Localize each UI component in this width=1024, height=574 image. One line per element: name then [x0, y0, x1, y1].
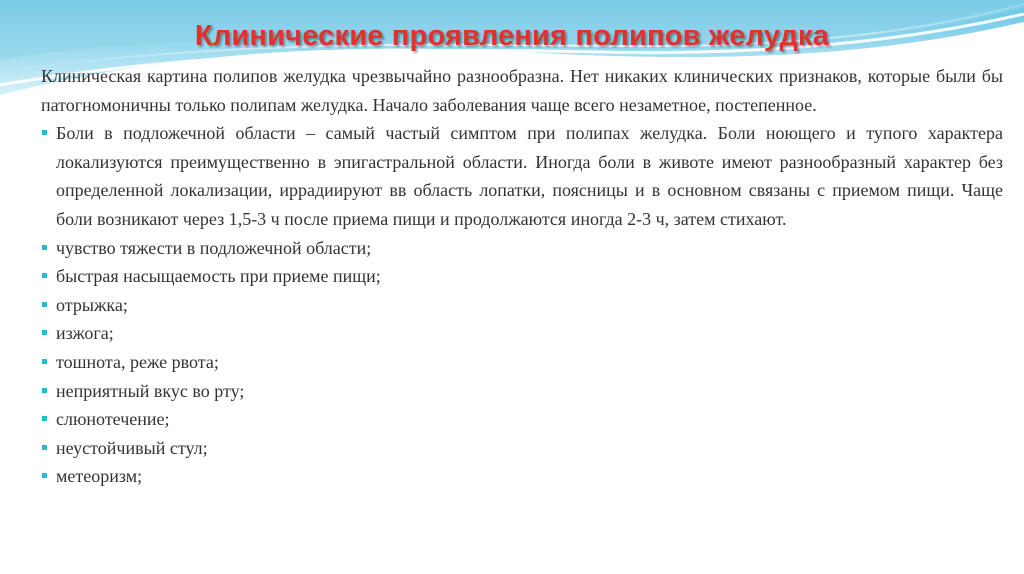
- list-item-pain: [41, 119, 1003, 233]
- symptom-text: тошнота, реже рвота;: [56, 351, 219, 372]
- symptom-text: быстрая насыщаемость при приеме пищи;: [56, 266, 381, 287]
- bullet-marker: [42, 445, 47, 450]
- list-item: [41, 291, 1003, 320]
- symptom-text: отрыжка;: [56, 294, 128, 315]
- symptom-list: [41, 119, 1003, 491]
- list-item: [41, 434, 1003, 463]
- list-item: [41, 405, 1003, 434]
- bullet-marker: [42, 302, 47, 307]
- symptom-text: слюнотечение;: [56, 409, 170, 430]
- bullet-marker: [42, 388, 47, 393]
- intro-paragraph: Клиническая картина полипов желудка чрезвычайно разнообразна. Нет никаких клинических признаков, которые были бы патогномоничны только полипам желудка. Начало заболевания чаще всего незаметное, постепенное.: [41, 66, 1003, 115]
- symptom-text: метеоризм;: [56, 466, 143, 487]
- list-item: [41, 462, 1003, 491]
- bullet-marker: [42, 273, 47, 278]
- symptom-text: неустойчивый стул;: [56, 437, 208, 458]
- pain-description: Боли в подложечной области – самый частый симптом при полипах желудка. Боли ноющего и тупого характера локализуются преимущественно в эпигастральной области. Иногда боли в животе имеют разнообразный характер без определенной локализации, иррадиируют вв область лопатки, поясницы и в основном связаны с приемом пищи. Чаще боли возникают через 1,5-3 ч после приема пищи и продолжаются иногда 2-3 ч, затем стихают.: [56, 123, 1003, 229]
- list-item: [41, 234, 1003, 263]
- list-item: [41, 348, 1003, 377]
- bullet-marker: [42, 330, 47, 335]
- bullet-marker: [42, 416, 47, 421]
- symptom-text: чувство тяжести в подложечной области;: [56, 237, 372, 258]
- symptom-text: изжога;: [56, 323, 114, 344]
- bullet-marker: [42, 245, 47, 250]
- slide-body: [41, 62, 1003, 491]
- list-item: [41, 262, 1003, 291]
- symptom-text: неприятный вкус во рту;: [56, 380, 245, 401]
- bullet-marker: [42, 473, 47, 478]
- list-item: [41, 319, 1003, 348]
- bullet-marker: [42, 130, 47, 135]
- slide-title: Клинические проявления полипов желудка: [194, 20, 830, 52]
- bullet-marker: [42, 359, 47, 364]
- list-item: [41, 377, 1003, 406]
